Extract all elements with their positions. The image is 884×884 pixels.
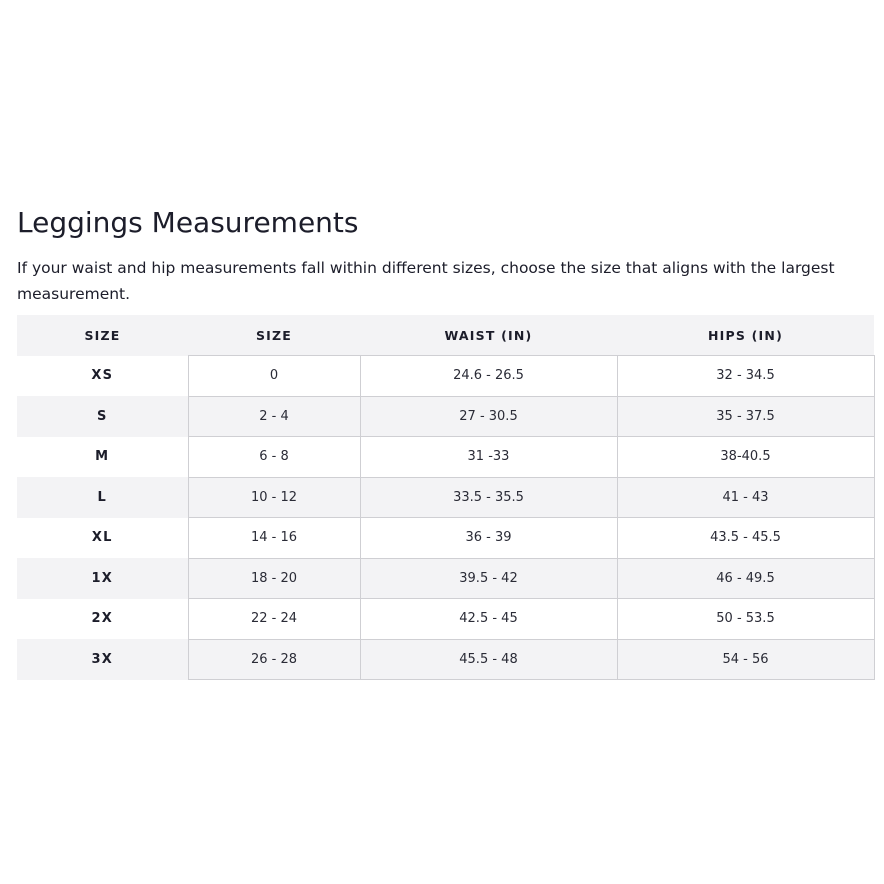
size-label-cell: L	[17, 477, 188, 518]
size-label-cell: 3X	[17, 639, 188, 680]
table-header-row	[17, 315, 874, 356]
waist-cell: 27 - 30.5	[360, 396, 617, 437]
hips-cell: 46 - 49.5	[617, 558, 874, 599]
waist-cell: 31 -33	[360, 437, 617, 478]
table-row	[17, 477, 874, 518]
size-numeric-cell: 10 - 12	[188, 477, 360, 518]
waist-cell: 45.5 - 48	[360, 639, 617, 680]
page-title: Leggings Measurements	[17, 206, 359, 239]
intro-text: If your waist and hip measurements fall within different sizes, choose the size that aligns with the largest measurement.	[17, 259, 835, 303]
size-label-cell: S	[17, 396, 188, 437]
size-numeric-cell: 26 - 28	[188, 639, 360, 680]
size-label-cell: M	[17, 437, 188, 478]
hips-cell: 41 - 43	[617, 477, 874, 518]
header-waist: WAIST (IN)	[360, 315, 617, 356]
table-row	[17, 558, 874, 599]
size-numeric-cell: 6 - 8	[188, 437, 360, 478]
waist-cell: 39.5 - 42	[360, 558, 617, 599]
hips-cell: 54 - 56	[617, 639, 874, 680]
size-numeric-cell: 0	[188, 356, 360, 397]
table-row	[17, 396, 874, 437]
size-numeric-cell: 22 - 24	[188, 599, 360, 640]
size-label-cell: 2X	[17, 599, 188, 640]
table-row	[17, 599, 874, 640]
table-row	[17, 356, 874, 397]
size-label-cell: XS	[17, 356, 188, 397]
size-chart-table	[17, 315, 875, 680]
table-row	[17, 639, 874, 680]
table-row	[17, 437, 874, 478]
waist-cell: 36 - 39	[360, 518, 617, 559]
hips-cell: 38-40.5	[617, 437, 874, 478]
waist-cell: 42.5 - 45	[360, 599, 617, 640]
hips-cell: 43.5 - 45.5	[617, 518, 874, 559]
table-row	[17, 518, 874, 559]
size-numeric-cell: 14 - 16	[188, 518, 360, 559]
hips-cell: 35 - 37.5	[617, 396, 874, 437]
header-size-numeric: SIZE	[188, 315, 360, 356]
measurements-section	[17, 203, 874, 307]
size-numeric-cell: 2 - 4	[188, 396, 360, 437]
size-numeric-cell: 18 - 20	[188, 558, 360, 599]
hips-cell: 50 - 53.5	[617, 599, 874, 640]
hips-cell: 32 - 34.5	[617, 356, 874, 397]
header-hips: HIPS (IN)	[617, 315, 874, 356]
waist-cell: 33.5 - 35.5	[360, 477, 617, 518]
waist-cell: 24.6 - 26.5	[360, 356, 617, 397]
header-size-label: SIZE	[17, 315, 188, 356]
size-label-cell: XL	[17, 518, 188, 559]
size-label-cell: 1X	[17, 558, 188, 599]
